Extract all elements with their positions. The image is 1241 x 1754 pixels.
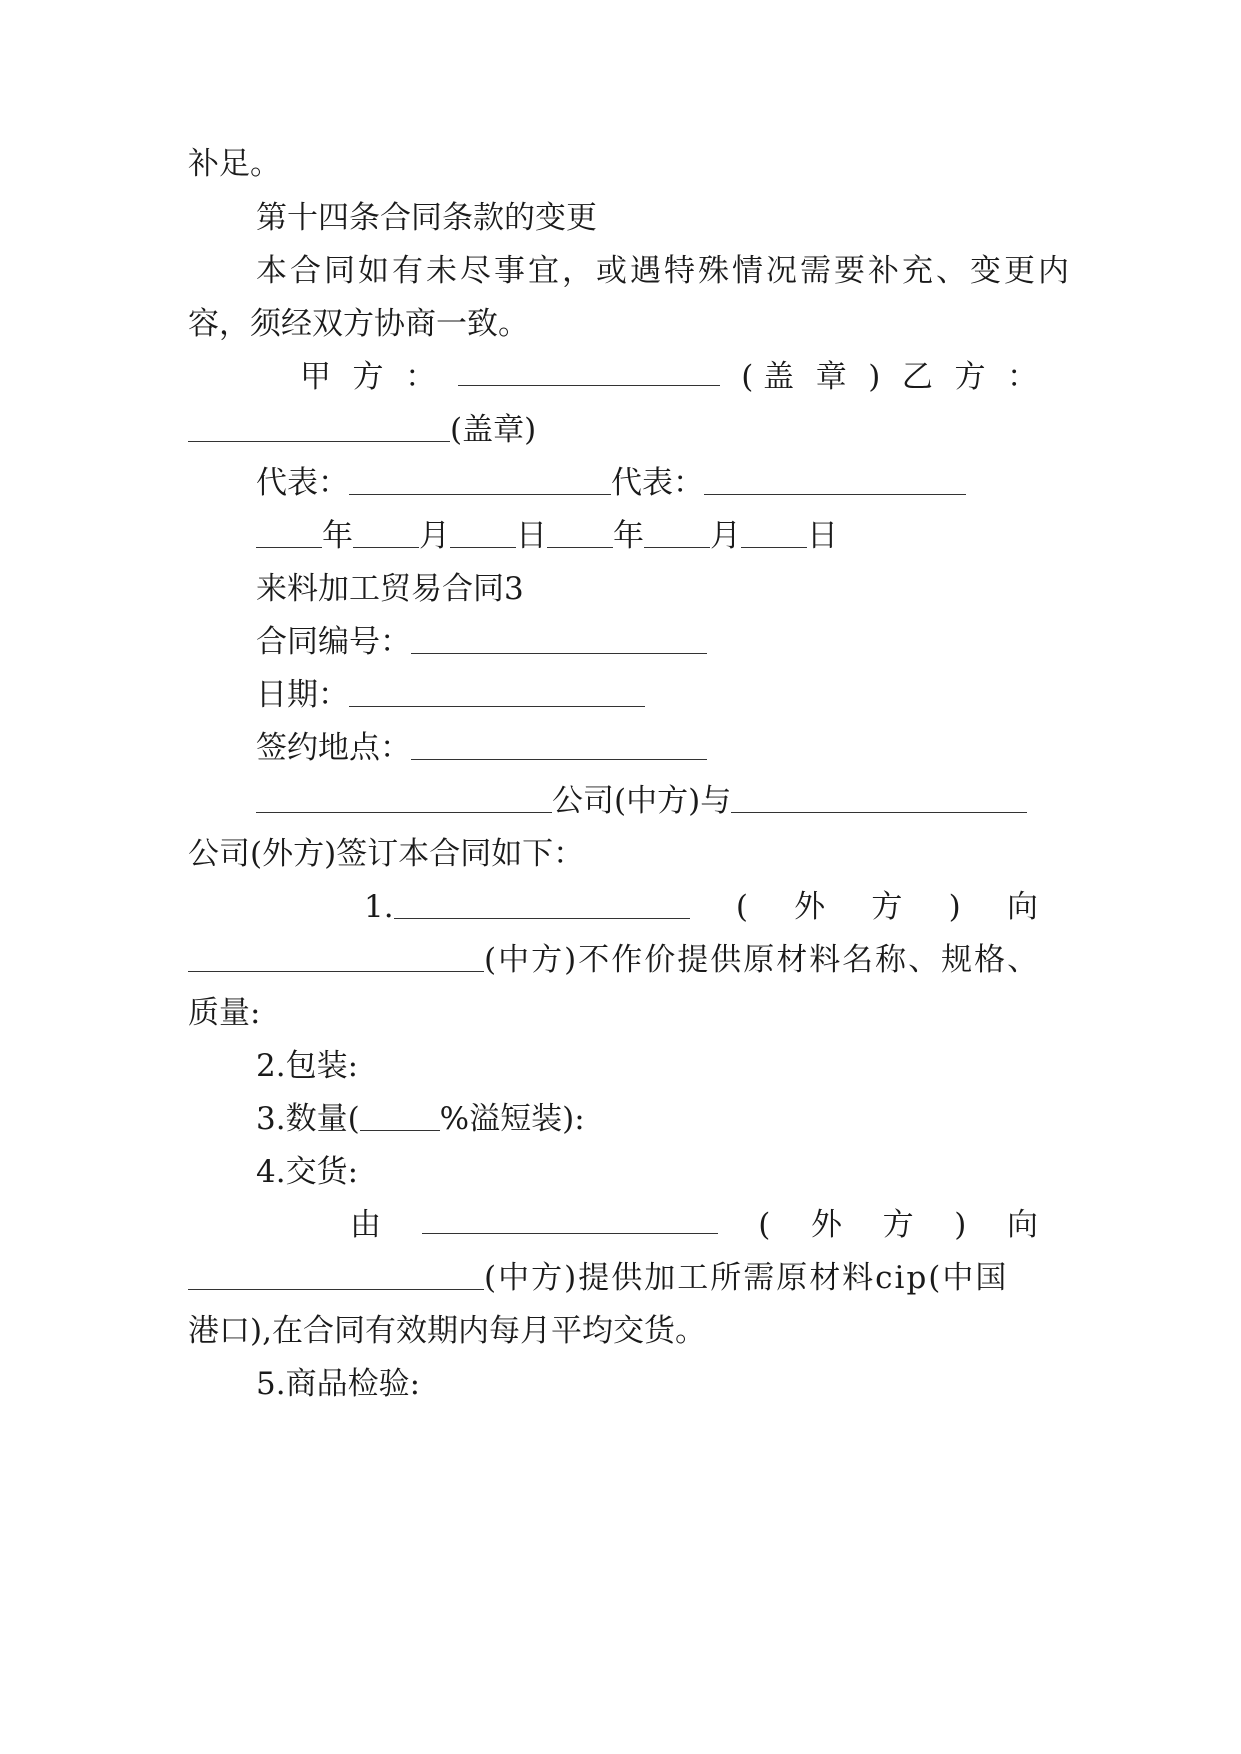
text-fragment: ： — [405, 359, 437, 395]
text-fragment: 合同编号： — [256, 624, 411, 660]
text-fragment: 年 — [613, 518, 644, 554]
blank-field — [731, 782, 1027, 813]
text-fragment: 3.数量( — [256, 1101, 360, 1137]
text-fragment: 方 — [954, 359, 986, 395]
text-fragment: 公司(中方)与 — [552, 783, 732, 819]
parties-line — [256, 779, 1058, 823]
text-line: 补足。 — [188, 146, 281, 182]
blank-field — [256, 782, 552, 813]
blank-field — [349, 676, 645, 707]
text-fragment: ： — [1006, 359, 1038, 395]
text-fragment: 向 — [1006, 1207, 1038, 1243]
text-fragment: 由 — [350, 1207, 381, 1243]
blank-field — [188, 941, 484, 972]
text-fragment: 方 — [871, 889, 903, 925]
blank-field — [704, 464, 966, 495]
text-fragment: 代表： — [256, 465, 349, 501]
article-heading: 第十四条合同条款的变更 — [256, 200, 597, 236]
clause-4: 4.交货: — [256, 1154, 359, 1190]
blank-field — [188, 1259, 484, 1290]
clause-1-line — [364, 885, 1038, 929]
text-fragment: 代表： — [611, 465, 704, 501]
signing-place-line — [256, 726, 1058, 770]
contract-number-line — [256, 620, 1058, 664]
text-line — [188, 1256, 1058, 1300]
text-line: 公司(外方)签订本合同如下： — [188, 836, 585, 872]
text-fragment: ( — [735, 889, 748, 925]
seal-line — [188, 408, 1058, 452]
text-fragment: 乙 — [901, 359, 933, 395]
text-fragment: 1. — [364, 889, 394, 925]
blank-field — [450, 517, 516, 548]
text-line: 港口),在合同有效期内每月平均交货。 — [188, 1313, 706, 1349]
text-fragment: ( 盖 — [741, 359, 795, 395]
text-fragment: ) — [954, 1207, 967, 1243]
date-field-line — [256, 673, 1058, 717]
blank-field — [349, 464, 611, 495]
text-fragment: 年 — [322, 518, 353, 554]
text-fragment: 外 — [810, 1207, 842, 1243]
text-fragment: 外 — [794, 889, 826, 925]
representative-line — [256, 461, 1058, 505]
text-fragment: %溢短装): — [439, 1101, 585, 1137]
date-line — [256, 514, 1058, 558]
text-fragment: ( — [758, 1207, 771, 1243]
text-fragment: 日 — [516, 518, 547, 554]
text-fragment: (盖章) — [450, 412, 537, 448]
blank-field — [353, 517, 419, 548]
text-line: 本合同如有未尽事宜，或遇特殊情况需要补充、变更内 — [256, 253, 1072, 289]
clause-5: 5.商品检验: — [256, 1366, 421, 1402]
text-fragment: (中方)不作价提供原材料名称、规格、 — [484, 942, 1041, 978]
text-fragment: ) — [868, 359, 881, 395]
blank-field — [360, 1100, 440, 1131]
blank-field — [547, 517, 613, 548]
text-fragment: 日 — [807, 518, 838, 554]
blank-field — [422, 1203, 718, 1234]
blank-field — [394, 888, 690, 919]
clause-3 — [256, 1097, 1058, 1141]
clause-2: 2.包装: — [256, 1048, 359, 1084]
contract-title: 来料加工贸易合同3 — [256, 571, 524, 607]
blank-field — [188, 411, 450, 442]
text-fragment: ) — [948, 889, 961, 925]
text-fragment: 方 — [352, 359, 384, 395]
blank-field — [411, 729, 707, 760]
text-fragment: 方 — [882, 1207, 914, 1243]
text-fragment: 日期： — [256, 677, 349, 713]
blank-field — [458, 355, 720, 386]
blank-field — [741, 517, 807, 548]
text-line — [188, 938, 1058, 982]
blank-field — [644, 517, 710, 548]
text-fragment: 月 — [419, 518, 450, 554]
text-fragment: 甲 — [300, 359, 331, 395]
signature-party-line — [300, 355, 1038, 399]
delivery-line — [350, 1203, 1038, 1247]
blank-field — [411, 623, 707, 654]
text-fragment: (中方)提供加工所需原材料cip(中国 — [484, 1260, 1009, 1296]
text-fragment: 向 — [1006, 889, 1038, 925]
text-fragment: 月 — [710, 518, 741, 554]
text-line: 质量: — [188, 995, 261, 1031]
text-line: 容，须经双方协商一致。 — [188, 306, 529, 342]
text-fragment: 签约地点： — [256, 730, 411, 766]
blank-field — [256, 517, 322, 548]
text-fragment: 章 — [815, 359, 847, 395]
text-fragment — [364, 885, 690, 929]
